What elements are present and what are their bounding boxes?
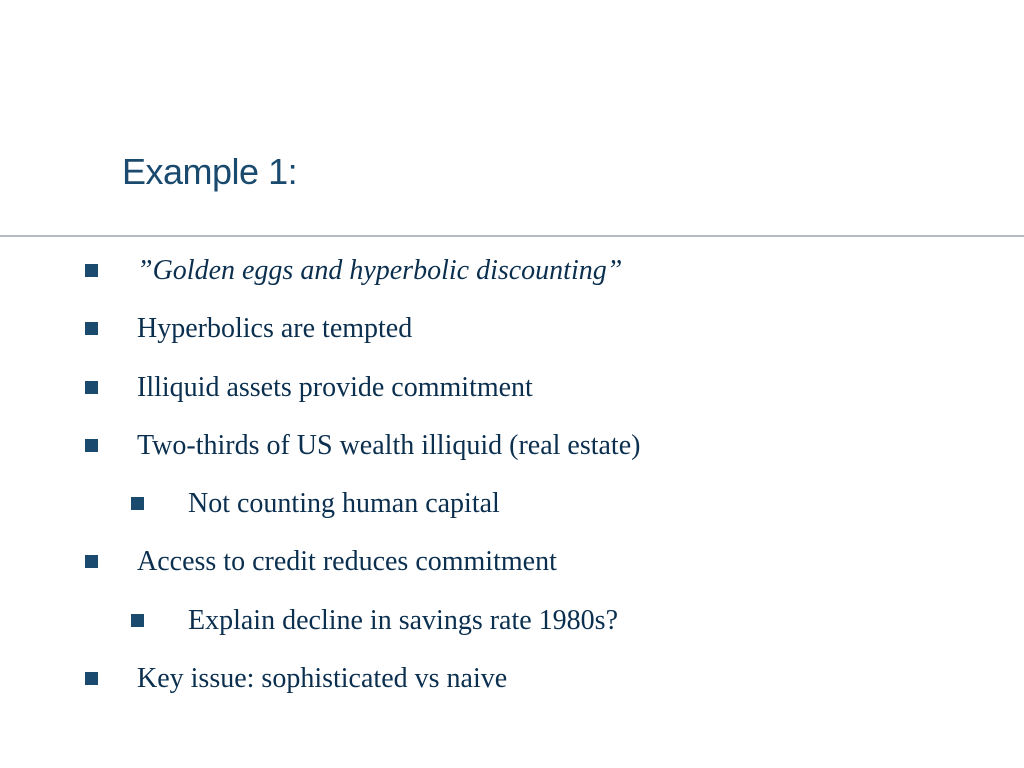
square-bullet-icon <box>85 322 98 335</box>
bullet-text: Illiquid assets provide commitment <box>137 371 533 403</box>
bullet-item <box>0 365 1024 423</box>
slide-title: Example 1: <box>122 151 298 192</box>
title-divider <box>0 235 1024 237</box>
sub-bullet-text: Not counting human capital <box>188 488 500 520</box>
bullet-item <box>0 423 1024 481</box>
square-bullet-icon <box>85 672 98 685</box>
bullet-text: Access to credit reduces commitment <box>137 546 557 578</box>
square-bullet-icon <box>85 264 98 277</box>
square-bullet-icon <box>131 497 144 510</box>
square-bullet-icon <box>85 555 98 568</box>
bullet-text: Key issue: sophisticated vs naive <box>137 663 508 695</box>
sub-bullet-item <box>0 481 1024 539</box>
bullet-item <box>0 656 1024 714</box>
square-bullet-icon <box>131 614 144 627</box>
bullet-text: Hyperbolics are tempted <box>137 313 413 345</box>
sub-bullet-text: Explain decline in savings rate 1980s? <box>188 604 618 636</box>
square-bullet-icon <box>85 439 98 452</box>
sub-bullet-item <box>0 598 1024 656</box>
bullet-item <box>0 248 1024 306</box>
bullet-text: Two-thirds of US wealth illiquid (real estate) <box>137 429 641 461</box>
bullet-list <box>0 248 1024 714</box>
bullet-text: ”Golden eggs and hyperbolic discounting” <box>137 255 623 286</box>
square-bullet-icon <box>85 381 98 394</box>
bullet-item <box>0 306 1024 364</box>
bullet-item <box>0 539 1024 597</box>
